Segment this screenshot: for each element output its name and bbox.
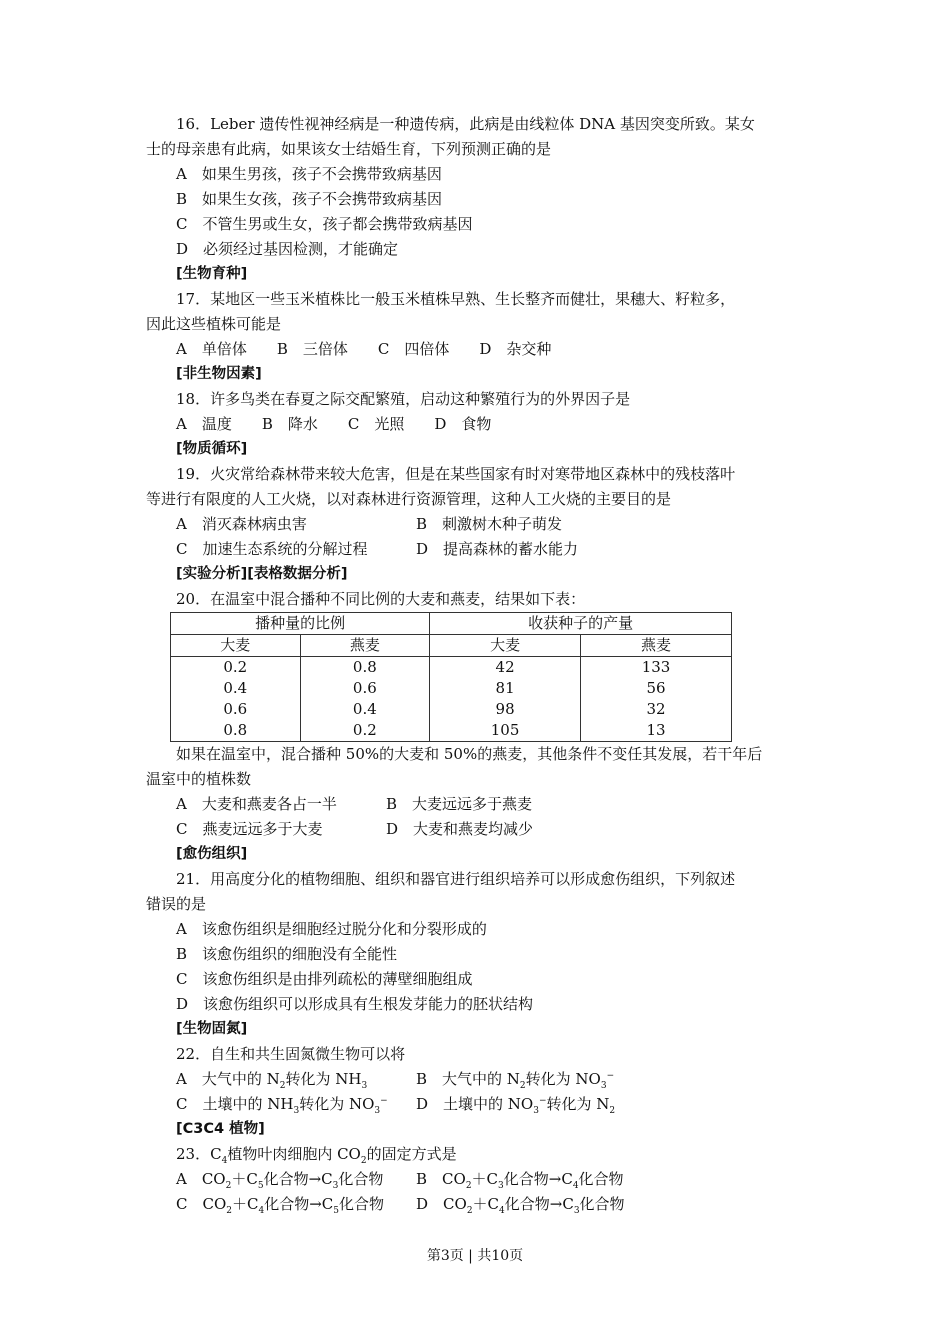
q16-option-d: D 必须经过基因检测，才能确定 [176, 240, 399, 258]
section-heading-experiment: [实验分析][表格数据分析] [176, 566, 348, 582]
q20-option-d: D 大麦和燕麦均减少 [386, 820, 534, 838]
q17-options: A 单倍体 B 三倍体 C 四倍体 D 杂交种 [176, 340, 552, 358]
table-group-yield: 收获种子的产量 [430, 613, 732, 635]
document-page [146, 112, 812, 1217]
q20-stem: 20．在温室中混合播种不同比例的大麦和燕麦，结果如下表： [176, 590, 586, 608]
q20-after-line2: 温室中的植株数 [146, 770, 252, 788]
q17-stem-line2: 因此这些植株可能是 [146, 315, 282, 333]
q19-option-a: A 消灭森林病虫害 [176, 515, 307, 533]
q23-option-c: C $CO_2+C_4$化合物$\to C_5$化合物 [176, 1195, 385, 1216]
table-cell: 0.8 [171, 720, 301, 742]
q22-options-row2 [146, 1092, 812, 1117]
q23-option-a: A $CO_2+C_5$化合物$\to C_3$化合物 [176, 1170, 384, 1191]
table-cell: 56 [581, 678, 732, 699]
q19-option-b: B 刺激树木种子萌发 [416, 515, 563, 533]
table-cell: 133 [581, 657, 732, 679]
q22-option-c: C 土壤中的 $NH_3$转化为 $NO_3^-$ [176, 1095, 388, 1116]
q21-option-d: D 该愈伤组织可以形成具有生根发芽能力的胚状结构 [176, 995, 534, 1013]
table-cell: 81 [430, 678, 581, 699]
q19-option-d: D 提高森林的蓄水能力 [416, 540, 579, 558]
section-heading-c3c4: [C3C4 植物] [176, 1121, 265, 1137]
table-row [171, 699, 732, 720]
q16-stem-line2: 士的母亲患有此病，如果该女士结婚生育，下列预测正确的是 [146, 140, 552, 158]
table-row [171, 720, 732, 742]
table-header: 大麦 [171, 635, 301, 657]
table-row [171, 678, 732, 699]
q23-options-row2 [146, 1192, 812, 1217]
q17-stem-line1: 17．某地区一些玉米植株比一般玉米植株早熟、生长整齐而健壮，果穗大、籽粒多， [176, 290, 736, 308]
q23-option-d: D $CO_2+C_4$化合物$\to C_3$化合物 [416, 1195, 625, 1216]
q16-option-a: A 如果生男孩，孩子不会携带致病基因 [176, 165, 442, 183]
table-cell: 0.2 [171, 657, 301, 679]
table-cell: 0.2 [300, 720, 430, 742]
q21-stem-line1: 21．用高度分化的植物细胞、组织和器官进行组织培养可以形成愈伤组织，下列叙述 [176, 870, 736, 888]
q22-stem: 22．自生和共生固氮微生物可以将 [176, 1045, 406, 1063]
q21-stem-line2: 错误的是 [146, 895, 207, 913]
q18-stem: 18．许多鸟类在春夏之际交配繁殖，启动这种繁殖行为的外界因子是 [176, 390, 631, 408]
section-heading-breeding: [生物育种] [176, 266, 248, 282]
table-cell: 98 [430, 699, 581, 720]
q22-options-row1 [146, 1067, 812, 1092]
q22-option-b: B 大气中的 $N_2$转化为 $NO_3^-$ [416, 1070, 615, 1091]
table-cell: 0.6 [300, 678, 430, 699]
table-cell: 0.6 [171, 699, 301, 720]
q16-stem-line1: 16．Leber 遗传性视神经病是一种遗传病，此病是由线粒体 DNA 基因突变所致。某女 [176, 115, 755, 133]
q19-stem-line1: 19．火灾常给森林带来较大危害，但是在某些国家有时对寒带地区森林中的残枝落叶 [176, 465, 736, 483]
table-cell: 32 [581, 699, 732, 720]
q20-options-row1 [146, 792, 812, 817]
q21-option-c: C 该愈伤组织是由排列疏松的薄壁细胞组成 [176, 970, 473, 988]
section-heading-nitrogen: [生物固氮] [176, 1021, 248, 1037]
table-cell: 42 [430, 657, 581, 679]
q20-option-b: B 大麦远远多于燕麦 [386, 795, 533, 813]
table-header: 燕麦 [581, 635, 732, 657]
table-cell: 105 [430, 720, 581, 742]
section-heading-callus: [愈伤组织] [176, 846, 248, 862]
q19-stem-line2: 等进行有限度的人工火烧，以对森林进行资源管理，这种人工火烧的主要目的是 [146, 490, 672, 508]
section-heading-abiotic: [非生物因素] [176, 366, 262, 382]
q23-stem: 23．$C_4$植物叶肉细胞内 $CO_2$的固定方式是 [176, 1145, 457, 1166]
table-row [171, 657, 732, 679]
table-header: 燕麦 [300, 635, 430, 657]
q21-option-b: B 该愈伤组织的细胞没有全能性 [176, 945, 398, 963]
q20-option-c: C 燕麦远远多于大麦 [176, 820, 323, 838]
table-cell: 0.4 [171, 678, 301, 699]
q19-option-c: C 加速生态系统的分解过程 [176, 540, 368, 558]
q20-option-a: A 大麦和燕麦各占一半 [176, 795, 337, 813]
q22-option-d: D 土壤中的 $NO_3^-$转化为 $N_2$ [416, 1095, 616, 1116]
table-group-header [171, 613, 732, 635]
table-cell: 0.4 [300, 699, 430, 720]
q23-options-row1 [146, 1167, 812, 1192]
q20-data-table [170, 612, 732, 742]
q16-option-c: C 不管生男或生女，孩子都会携带致病基因 [176, 215, 473, 233]
q19-options-row2 [146, 537, 812, 562]
q20-after-line1: 如果在温室中，混合播种 50%的大麦和 50%的燕麦，其他条件不变任其发展，若干年后 [176, 745, 763, 763]
q22-option-a: A 大气中的 $N_2$转化为 $NH_3$ [176, 1070, 368, 1091]
table-header: 大麦 [430, 635, 581, 657]
section-heading-cycle: [物质循环] [176, 441, 248, 457]
q20-options-row2 [146, 817, 812, 842]
q18-options: A 温度 B 降水 C 光照 D 食物 [176, 415, 492, 433]
q19-options-row1 [146, 512, 812, 537]
table-cell: 13 [581, 720, 732, 742]
table-group-ratio: 播种量的比例 [171, 613, 430, 635]
table-column-header [171, 635, 732, 657]
table-cell: 0.8 [300, 657, 430, 679]
page-footer: 第3页 | 共10页 [426, 1248, 524, 1264]
q21-option-a: A 该愈伤组织是细胞经过脱分化和分裂形成的 [176, 920, 487, 938]
q23-option-b: B $CO_2+C_3$化合物$\to C_4$化合物 [416, 1170, 624, 1191]
q16-option-b: B 如果生女孩，孩子不会携带致病基因 [176, 190, 443, 208]
